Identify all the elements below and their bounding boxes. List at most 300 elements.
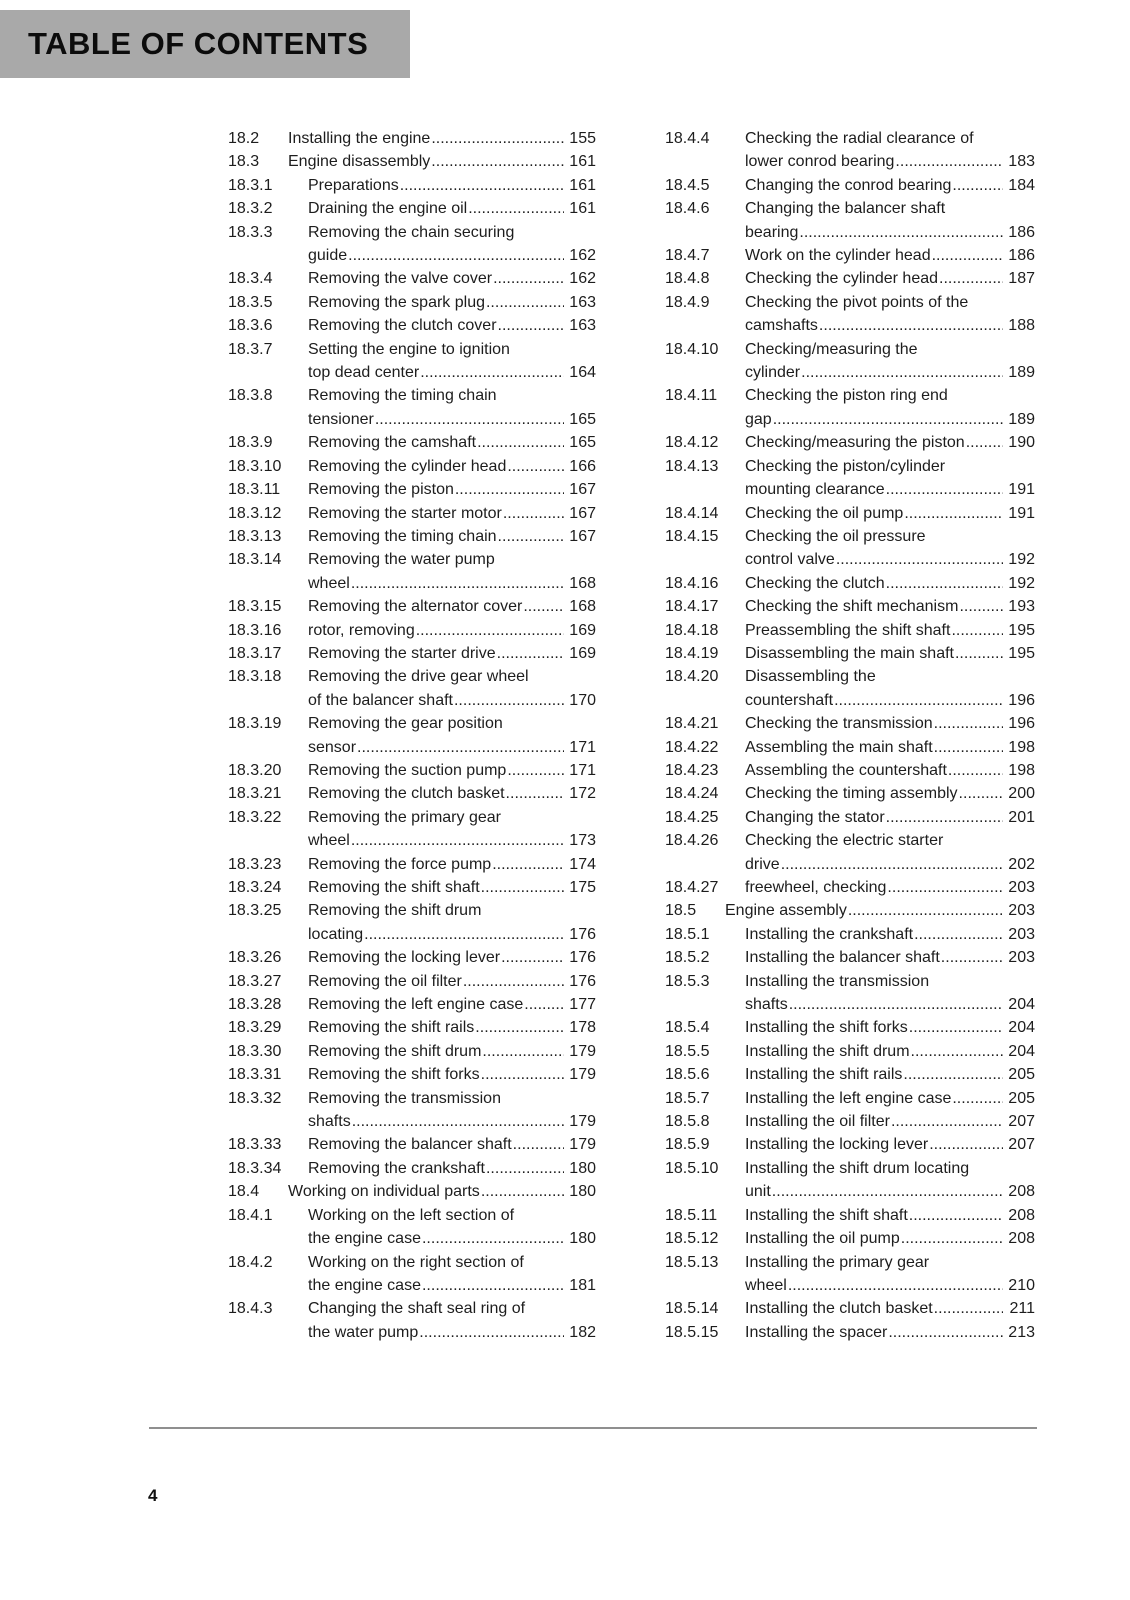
toc-entry-line <box>665 455 1035 478</box>
toc-entry-title: of the balancer shaft <box>308 691 453 709</box>
toc-entry-line <box>665 876 1035 899</box>
toc-entry-line <box>228 642 596 665</box>
toc-entry-line <box>228 595 596 618</box>
toc-entry-number: 18.3.24 <box>228 879 282 896</box>
dot-leader <box>801 361 1003 384</box>
dot-leader <box>431 150 564 173</box>
dot-leader <box>934 736 1003 759</box>
dot-leader <box>357 736 564 759</box>
dot-leader <box>952 174 1003 197</box>
toc-entry-line <box>228 1133 596 1156</box>
toc-entry-number: 18.3 <box>228 153 260 171</box>
toc-entry-page: 193 <box>1008 598 1035 616</box>
toc-entry-line <box>665 1133 1035 1156</box>
toc-entry-line <box>665 829 1035 852</box>
dot-leader <box>348 244 564 267</box>
toc-entry <box>228 338 596 385</box>
toc-entry <box>665 244 1035 267</box>
toc-entry-line <box>228 993 596 1016</box>
toc-entry-number: 18.3.8 <box>228 387 273 405</box>
dot-leader <box>351 829 564 852</box>
toc-entry-title: camshafts <box>745 317 818 335</box>
toc-entry-page: 177 <box>569 996 596 1014</box>
toc-entry-page: 210 <box>1008 1276 1035 1294</box>
toc-entry-line <box>665 689 1035 712</box>
toc-entry-line <box>228 221 596 244</box>
toc-entry-number: 18.5.6 <box>665 1066 710 1084</box>
toc-entry-number: 18.5.7 <box>665 1089 710 1107</box>
toc-entry-title: Installing the oil filter <box>745 1113 890 1131</box>
toc-entry-title: Removing the water pump <box>308 551 495 569</box>
toc-entry-number: 18.5.13 <box>665 1253 719 1271</box>
toc-entry-page: 207 <box>1008 1113 1035 1131</box>
toc-entry <box>228 946 596 969</box>
dot-leader <box>848 899 1003 922</box>
toc-entry-number: 18.4.10 <box>665 340 719 358</box>
toc-entry <box>665 1110 1035 1133</box>
toc-entry-number: 18.3.19 <box>228 715 282 733</box>
toc-entry-number: 18.4.11 <box>665 387 718 405</box>
dot-leader <box>886 572 1003 595</box>
toc-entry-title: Checking the pivot points of the <box>745 293 969 311</box>
toc-entry-page: 187 <box>1008 270 1035 288</box>
toc-entry-line <box>228 197 596 220</box>
toc-entry-title: Removing the force pump <box>308 855 492 873</box>
toc-entry-page: 186 <box>1008 247 1035 265</box>
dot-leader <box>419 1321 564 1344</box>
toc-entry-page: 179 <box>569 1136 596 1154</box>
toc-entry-title: rotor, removing <box>308 621 415 639</box>
toc-entry <box>228 970 596 993</box>
toc-entry-title: Removing the spark plug <box>308 293 485 311</box>
toc-entry-line <box>228 1297 596 1320</box>
toc-entry-title: Removing the left engine case <box>308 996 524 1014</box>
toc-entry <box>665 1087 1035 1110</box>
dot-leader <box>482 1040 564 1063</box>
toc-entry <box>665 736 1035 759</box>
toc-entry-number: 18.4.6 <box>665 200 710 218</box>
toc-entry-number: 18.4.15 <box>665 527 719 545</box>
toc-entry-title: bearing <box>745 223 799 241</box>
toc-entry-title: Installing the spacer <box>745 1323 888 1341</box>
toc-entry-page: 181 <box>569 1276 596 1294</box>
dot-leader <box>375 408 564 431</box>
toc-entry-title: Installing the primary gear <box>745 1253 930 1271</box>
toc-entry-title: Checking/measuring the piston <box>745 434 965 452</box>
toc-entry-title: Disassembling the <box>745 668 876 686</box>
toc-entry-page: 164 <box>569 364 596 382</box>
toc-entry-title: freewheel, checking <box>745 879 887 896</box>
toc-entry <box>228 619 596 642</box>
toc-entry-number: 18.4.7 <box>665 247 710 265</box>
toc-entry-line <box>228 525 596 548</box>
toc-entry-page: 167 <box>569 504 596 522</box>
toc-entry-page: 179 <box>569 1042 596 1060</box>
toc-entry-title: lower conrod bearing <box>745 153 895 171</box>
toc-entry-line <box>665 899 1035 922</box>
dot-leader <box>420 361 564 384</box>
toc-entry-title: Removing the shift drum <box>308 902 482 920</box>
toc-entry-page: 190 <box>1008 434 1035 452</box>
toc-entry-number: 18.5.9 <box>665 1136 710 1154</box>
toc-entry <box>228 502 596 525</box>
toc-entry-title: Checking the radial clearance of <box>745 130 974 147</box>
toc-entry-page: 195 <box>1008 644 1035 662</box>
toc-entry <box>228 876 596 899</box>
toc-entry-line <box>665 502 1035 525</box>
toc-entry-page: 155 <box>569 130 596 147</box>
toc-entry-title: Removing the timing chain <box>308 387 497 405</box>
toc-entry-line <box>665 665 1035 688</box>
toc-entry-number: 18.3.34 <box>228 1159 282 1177</box>
toc-entry-line <box>665 361 1035 384</box>
toc-entry <box>228 291 596 314</box>
toc-entry-line <box>665 619 1035 642</box>
toc-entry <box>665 338 1035 385</box>
toc-entry-line <box>228 829 596 852</box>
toc-entry-line <box>228 174 596 197</box>
toc-entry-number: 18.4.23 <box>665 761 719 779</box>
toc-column-left <box>228 127 596 1344</box>
toc-entry-page: 161 <box>569 153 596 171</box>
toc-entry-line <box>228 1063 596 1086</box>
dot-leader <box>431 127 564 150</box>
toc-entry-line <box>665 1040 1035 1063</box>
toc-entry-title: Installing the shift rails <box>745 1066 903 1084</box>
toc-entry-page: 184 <box>1008 176 1035 194</box>
toc-entry-number: 18.4.16 <box>665 574 719 592</box>
toc-entry-title: Installing the locking lever <box>745 1136 929 1154</box>
toc-entry-number: 18.3.16 <box>228 621 282 639</box>
toc-entry <box>228 782 596 805</box>
toc-entry <box>665 1040 1035 1063</box>
toc-entry-line <box>228 455 596 478</box>
toc-entry-page: 161 <box>569 200 596 218</box>
toc-entry <box>665 782 1035 805</box>
toc-entry-line <box>665 1087 1035 1110</box>
dot-leader <box>886 478 1003 501</box>
dot-leader <box>891 1110 1003 1133</box>
dot-leader <box>773 408 1003 431</box>
dot-leader <box>503 502 564 525</box>
toc-entry-page: 176 <box>569 972 596 990</box>
dot-leader <box>524 993 564 1016</box>
toc-entry-line <box>665 806 1035 829</box>
toc-entry-line <box>665 595 1035 618</box>
toc-entry-title: Changing the stator <box>745 808 885 826</box>
dot-leader <box>789 993 1003 1016</box>
toc-entry-page: 169 <box>569 621 596 639</box>
toc-entry <box>665 1016 1035 1039</box>
toc-entry-title: Checking the shift mechanism <box>745 598 959 616</box>
toc-entry-number: 18.4.2 <box>228 1253 273 1271</box>
dot-leader <box>952 1087 1003 1110</box>
toc-entry-number: 18.5.5 <box>665 1042 710 1060</box>
toc-entry <box>228 1157 596 1180</box>
toc-entry-page: 179 <box>569 1113 596 1131</box>
toc-entry-title: Removing the starter drive <box>308 644 496 662</box>
toc-entry-line <box>665 642 1035 665</box>
toc-entry-title: Checking the timing assembly <box>745 785 958 803</box>
toc-entry-line <box>228 338 596 361</box>
toc-entry-page: 192 <box>1008 574 1035 592</box>
toc-entry-page: 188 <box>1008 317 1035 335</box>
toc-entry-line <box>665 1204 1035 1227</box>
dot-leader <box>506 782 564 805</box>
dot-leader <box>507 455 564 478</box>
toc-entry-title: Installing the left engine case <box>745 1089 952 1107</box>
toc-entry-number: 18.3.30 <box>228 1042 282 1060</box>
toc-entry-page: 205 <box>1008 1066 1035 1084</box>
toc-entry-title: Checking the piston/cylinder <box>745 457 946 475</box>
toc-entry <box>228 712 596 759</box>
toc-entry-number: 18.3.4 <box>228 270 273 288</box>
toc-entry-title: Removing the timing chain <box>308 527 497 545</box>
toc-entry-line <box>665 923 1035 946</box>
toc-entry-line <box>665 1180 1035 1203</box>
toc-entry <box>228 1297 596 1344</box>
toc-entry-title: Removing the locking lever <box>308 949 501 967</box>
toc-entry-line <box>665 1251 1035 1274</box>
toc-entry-title: Checking the electric starter <box>745 832 944 850</box>
toc-entry <box>665 525 1035 572</box>
toc-entry-title: Working on individual parts <box>288 1183 480 1201</box>
dot-leader <box>909 1016 1003 1039</box>
toc-entry-line <box>228 1016 596 1039</box>
toc-column-right <box>665 127 1035 1344</box>
toc-entry-title: Assembling the countershaft <box>745 761 947 779</box>
toc-entry-number: 18.3.22 <box>228 808 282 826</box>
toc-entry <box>228 899 596 946</box>
dot-leader <box>914 923 1003 946</box>
toc-entry-page: 191 <box>1008 481 1035 499</box>
toc-entry-number: 18.4 <box>228 1183 260 1201</box>
toc-entry-page: 196 <box>1008 691 1035 709</box>
dot-leader <box>887 876 1003 899</box>
toc-entry-title: Checking the transmission <box>745 715 933 733</box>
toc-entry-title: locating <box>308 925 364 943</box>
dot-leader <box>416 619 564 642</box>
toc-entry-title: tensioner <box>308 410 374 428</box>
toc-entry-line <box>228 408 596 431</box>
dot-leader <box>497 642 564 665</box>
toc-entry-line <box>228 1087 596 1110</box>
toc-entry <box>665 1321 1035 1344</box>
toc-entry-page: 179 <box>569 1066 596 1084</box>
toc-entry-title: mounting clearance <box>745 481 885 499</box>
dot-leader <box>788 1274 1003 1297</box>
toc-entry-line <box>665 1063 1035 1086</box>
dot-leader <box>481 1063 564 1086</box>
toc-entry-title: control valve <box>745 551 835 569</box>
toc-entry <box>665 1133 1035 1156</box>
toc-entry-number: 18.3.23 <box>228 855 282 873</box>
toc-entry-line <box>228 1251 596 1274</box>
dot-leader <box>513 1133 564 1156</box>
toc-entry-title: Draining the engine oil <box>308 200 468 218</box>
toc-entry-line <box>228 478 596 501</box>
toc-entry-line <box>665 1227 1035 1250</box>
toc-entry <box>228 431 596 454</box>
toc-entry-line <box>228 150 596 173</box>
toc-entry-line <box>665 197 1035 220</box>
dot-leader <box>959 595 1003 618</box>
toc-entry <box>228 197 596 220</box>
toc-entry <box>665 455 1035 502</box>
toc-entry-line <box>228 899 596 922</box>
toc-entry-page: 196 <box>1008 715 1035 733</box>
toc-entry-number: 18.5.11 <box>665 1206 718 1224</box>
toc-entry <box>228 806 596 853</box>
toc-entry-number: 18.3.10 <box>228 457 282 475</box>
dot-leader <box>886 806 1003 829</box>
toc-entry-line <box>665 759 1035 782</box>
toc-entry <box>228 1063 596 1086</box>
toc-entry-title: Changing the shaft seal ring of <box>308 1300 526 1318</box>
page-title: TABLE OF CONTENTS <box>28 26 369 61</box>
toc-entry-title: Removing the alternator cover <box>308 598 523 616</box>
dot-leader <box>422 1227 564 1250</box>
toc-entry-page: 166 <box>569 457 596 475</box>
toc-entry-number: 18.3.9 <box>228 434 273 452</box>
toc-entry-title: Changing the conrod bearing <box>745 176 952 194</box>
toc-entry-page: 171 <box>569 761 596 779</box>
toc-entry-number: 18.4.25 <box>665 808 719 826</box>
toc-entry-line <box>228 1040 596 1063</box>
toc-entry-title: Preparations <box>308 176 399 194</box>
toc-entry <box>228 478 596 501</box>
toc-entry-title: shafts <box>308 1113 351 1131</box>
toc-entry-line <box>228 1157 596 1180</box>
toc-entry-number: 18.5.4 <box>665 1019 710 1037</box>
toc-entry <box>665 1251 1035 1298</box>
toc-entry-line <box>228 853 596 876</box>
toc-entry <box>665 829 1035 876</box>
toc-entry-title: Removing the crankshaft <box>308 1159 485 1177</box>
dot-leader <box>498 525 564 548</box>
toc-entry-page: 172 <box>569 785 596 803</box>
toc-entry <box>665 1204 1035 1227</box>
toc-entry-number: 18.5.2 <box>665 949 710 967</box>
toc-entry-title: Checking the oil pressure <box>745 527 926 545</box>
toc-entry-number: 18.4.24 <box>665 785 719 803</box>
toc-entry-line <box>665 291 1035 314</box>
toc-entry-page: 189 <box>1008 364 1035 382</box>
dot-leader <box>904 502 1003 525</box>
toc-entry <box>228 1087 596 1134</box>
toc-entry-page: 175 <box>569 879 596 896</box>
toc-entry <box>665 595 1035 618</box>
toc-entry-page: 198 <box>1008 761 1035 779</box>
dot-leader <box>422 1274 564 1297</box>
toc-entry-title: Preassembling the shift shaft <box>745 621 951 639</box>
toc-entry-line <box>665 1157 1035 1180</box>
toc-entry <box>665 197 1035 244</box>
toc-entry-title: Removing the clutch cover <box>308 317 497 335</box>
toc-entry-title: Removing the shift forks <box>308 1066 480 1084</box>
toc-entry <box>228 1016 596 1039</box>
toc-entry-number: 18.3.11 <box>228 481 281 499</box>
toc-entry <box>228 853 596 876</box>
toc-entry <box>228 759 596 782</box>
page-header <box>0 10 410 78</box>
toc-entry-title: Installing the oil pump <box>745 1230 900 1248</box>
toc-entry-title: sensor <box>308 738 357 756</box>
toc-entry-title: Installing the shift forks <box>745 1019 908 1037</box>
toc-entry-title: Removing the camshaft <box>308 434 477 452</box>
toc-entry-title: Installing the shift drum locating <box>745 1159 970 1177</box>
toc-entry-title: Removing the valve cover <box>308 270 493 288</box>
toc-entry-line <box>665 244 1035 267</box>
toc-entry <box>665 899 1035 922</box>
toc-entry-page: 161 <box>569 176 596 194</box>
dot-leader <box>911 1040 1003 1063</box>
toc-entry-line <box>665 174 1035 197</box>
toc-entry-line <box>228 244 596 267</box>
toc-entry-page: 180 <box>569 1183 596 1201</box>
toc-entry-page: 168 <box>569 598 596 616</box>
toc-entry-line <box>228 782 596 805</box>
dot-leader <box>351 572 564 595</box>
dot-leader <box>523 595 564 618</box>
toc-entry-line <box>665 572 1035 595</box>
toc-entry <box>228 595 596 618</box>
toc-entry <box>665 923 1035 946</box>
toc-entry-page: 211 <box>1009 1300 1035 1318</box>
toc-entry-line <box>228 1110 596 1133</box>
toc-entry-line <box>228 806 596 829</box>
dot-leader <box>934 712 1003 735</box>
toc-entry-line <box>228 1204 596 1227</box>
dot-leader <box>364 923 564 946</box>
dot-leader <box>481 876 564 899</box>
toc-entry-title: Removing the cylinder head <box>308 457 507 475</box>
toc-entry-number: 18.2 <box>228 130 260 147</box>
toc-entry-line <box>228 431 596 454</box>
toc-entry-title: the water pump <box>308 1323 419 1341</box>
toc-entry-line <box>228 946 596 969</box>
toc-entry-page: 191 <box>1008 504 1035 522</box>
toc-entry-page: 208 <box>1008 1206 1035 1224</box>
toc-entry-line <box>228 384 596 407</box>
toc-entry-line <box>228 712 596 735</box>
toc-entry-line <box>228 291 596 314</box>
toc-entry-title: Removing the clutch basket <box>308 785 505 803</box>
toc-entry-line <box>665 712 1035 735</box>
toc-entry-page: 186 <box>1008 223 1035 241</box>
toc-entry-page: 168 <box>569 574 596 592</box>
toc-entry-page: 204 <box>1008 1019 1035 1037</box>
toc-entry-number: 18.4.9 <box>665 293 710 311</box>
toc-entry-page: 162 <box>569 270 596 288</box>
toc-entry-title: Engine assembly <box>725 902 847 920</box>
toc-entry-line <box>665 338 1035 361</box>
toc-entry-title: Changing the balancer shaft <box>745 200 946 218</box>
toc-entry <box>665 174 1035 197</box>
toc-entry-title: the engine case <box>308 1276 421 1294</box>
toc-entry-title: Installing the crankshaft <box>745 925 914 943</box>
toc-entry-number: 18.3.18 <box>228 668 282 686</box>
toc-entry-number: 18.3.14 <box>228 551 282 569</box>
toc-entry-number: 18.4.27 <box>665 879 719 896</box>
toc-entry-number: 18.3.25 <box>228 902 282 920</box>
toc-entry <box>228 1133 596 1156</box>
toc-entry-page: 167 <box>569 527 596 545</box>
toc-entry <box>665 665 1035 712</box>
dot-leader <box>895 150 1003 173</box>
toc-entry-page: 163 <box>569 317 596 335</box>
toc-entry-title: Installing the balancer shaft <box>745 949 940 967</box>
